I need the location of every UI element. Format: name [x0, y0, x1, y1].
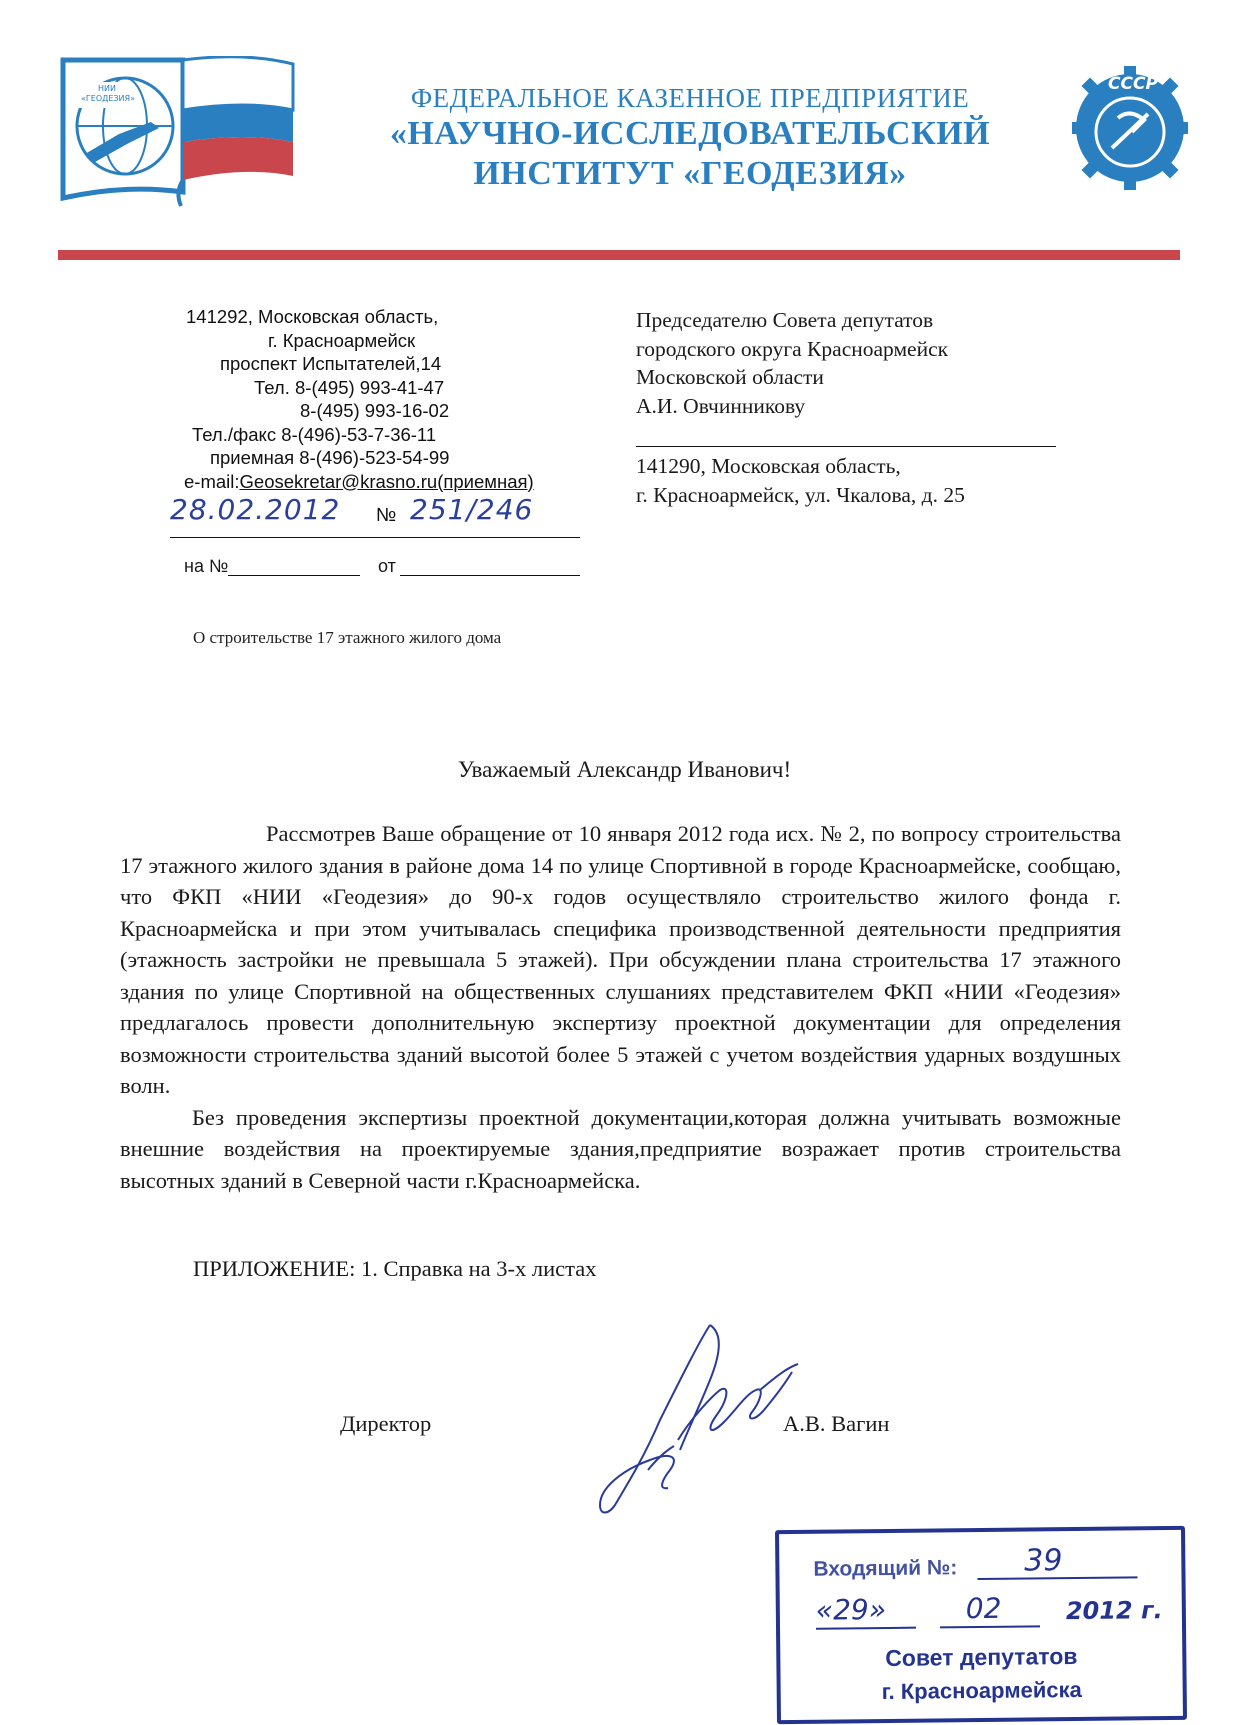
addressee-divider — [636, 446, 1056, 447]
sender-email-line — [160, 470, 600, 494]
outgoing-date: 28.02.2012 — [170, 493, 341, 526]
body-paragraph-2: Без проведения экспертизы проектной документации,которая должна учитывать возможные внешние воздействия на проектируемые здания,предприятие возражает против строительства высотных зданий в Северной части г.Красноармейска. — [120, 1104, 1121, 1193]
body-paragraph-1: Рассмотрев Ваше обращение от 10 января 2012 года исх. № 2, по вопросу строительства 17 этажного жилого здания в районе дома 14 по улице Спортивной в городе Красноармейске, сообщаю, что ФКП «НИИ «Геодезия» до 90-х годов осуществляло строительство жилого фонда г. Красноармейска и при этом учитывалась специфика производственной деятельности предприятия (этажность застройки не превышала 5 этажей). При обсуждении плана строительства 17 этажного здания по улице Спортивной на общественных слушаниях представителем ФКП «НИИ «Геодезия» предлагалось провести дополнительную экспертизу проектной документации для определения возможности строительства зданий высотой более 5 этажей с учетом воздействия ударных воздушных волн. — [120, 821, 1121, 1098]
letter-subject: О строительстве 17 этажного жилого дома — [193, 628, 502, 647]
signer-title: Директор — [340, 1411, 432, 1436]
reference-line — [184, 556, 580, 578]
addressee-block — [636, 306, 1096, 420]
outgoing-number — [170, 493, 580, 538]
incoming-label: Входящий №: — [813, 1556, 958, 1581]
sender-phone-2: 8-(495) 993-16-02 — [300, 400, 450, 421]
number-sign: № — [376, 505, 397, 526]
day-line — [816, 1627, 916, 1630]
email-link[interactable]: Geosekretar@krasno.ru(приемная) — [239, 470, 534, 492]
signer-name: А.В. Вагин — [783, 1411, 890, 1436]
sender-phone-1: Тел. 8-(495) 993-41-47 — [254, 376, 445, 398]
sender-block — [160, 305, 600, 493]
letter-body — [120, 818, 1121, 1196]
sender-postcode: 141292, Московская область, — [186, 306, 439, 327]
reference-label: на № — [184, 556, 229, 576]
org-name-line2: ИНСТИТУТ «ГЕОДЕЗИЯ» — [473, 155, 907, 192]
sender-reception: приемная 8-(496)-523-54-99 — [210, 447, 450, 468]
sender-city: г. Красноармейск — [268, 329, 416, 351]
sender-street: проспект Испытателей,14 — [220, 353, 442, 374]
from-label: от — [378, 556, 396, 576]
greeting: Уважаемый Александр Иванович! — [457, 757, 792, 782]
addressee-region: Московской области — [636, 365, 824, 389]
incoming-registration-stamp — [775, 1526, 1187, 1724]
handwritten-signature — [560, 1320, 800, 1530]
logo-text: НИИ «ГЕОДЕЗИЯ» — [81, 84, 135, 103]
header-divider — [58, 250, 1180, 260]
outgoing-reg-number: 251/246 — [410, 493, 534, 526]
ussr-emblem — [1070, 58, 1190, 193]
month-line — [940, 1625, 1040, 1628]
addressee-position: Председателю Совета депутатов — [636, 308, 934, 332]
organization-name — [345, 82, 1035, 194]
addressee-address — [636, 452, 1096, 510]
org-name-line1: «НАУЧНО-ИССЛЕДОВАТЕЛЬСКИЙ — [389, 115, 991, 152]
stamp-city: г. Красноармейска — [881, 1676, 1082, 1705]
appendix: ПРИЛОЖЕНИЕ: 1. Справка на 3-х листах — [193, 1256, 597, 1281]
reference-date-field — [400, 575, 580, 576]
incoming-month: 02 — [965, 1591, 1002, 1626]
addressee-name: А.И. Овчинникову — [636, 393, 806, 418]
sender-fax: Тел./факс 8-(496)-53-7-36-11 — [192, 423, 437, 445]
incoming-number: 39 — [1024, 1543, 1063, 1579]
incoming-year: 2012 г. — [1065, 1596, 1163, 1626]
incoming-day: «29» — [815, 1592, 887, 1627]
addressee-district: городского округа Красноармейск — [636, 336, 949, 361]
institute-logo — [55, 56, 325, 216]
addressee-address-line1: 141290, Московская область, — [636, 454, 901, 478]
org-type: ФЕДЕРАЛЬНОЕ КАЗЕННОЕ ПРЕДПРИЯТИЕ — [410, 83, 970, 113]
addressee-address-line2: г. Красноармейск, ул. Чкалова, д. 25 — [636, 483, 965, 507]
reference-number-field — [228, 575, 360, 576]
email-label: e-mail: — [184, 470, 240, 492]
stamp-organization: Совет депутатов — [885, 1642, 1078, 1672]
emblem-text: СССР — [1108, 74, 1158, 94]
